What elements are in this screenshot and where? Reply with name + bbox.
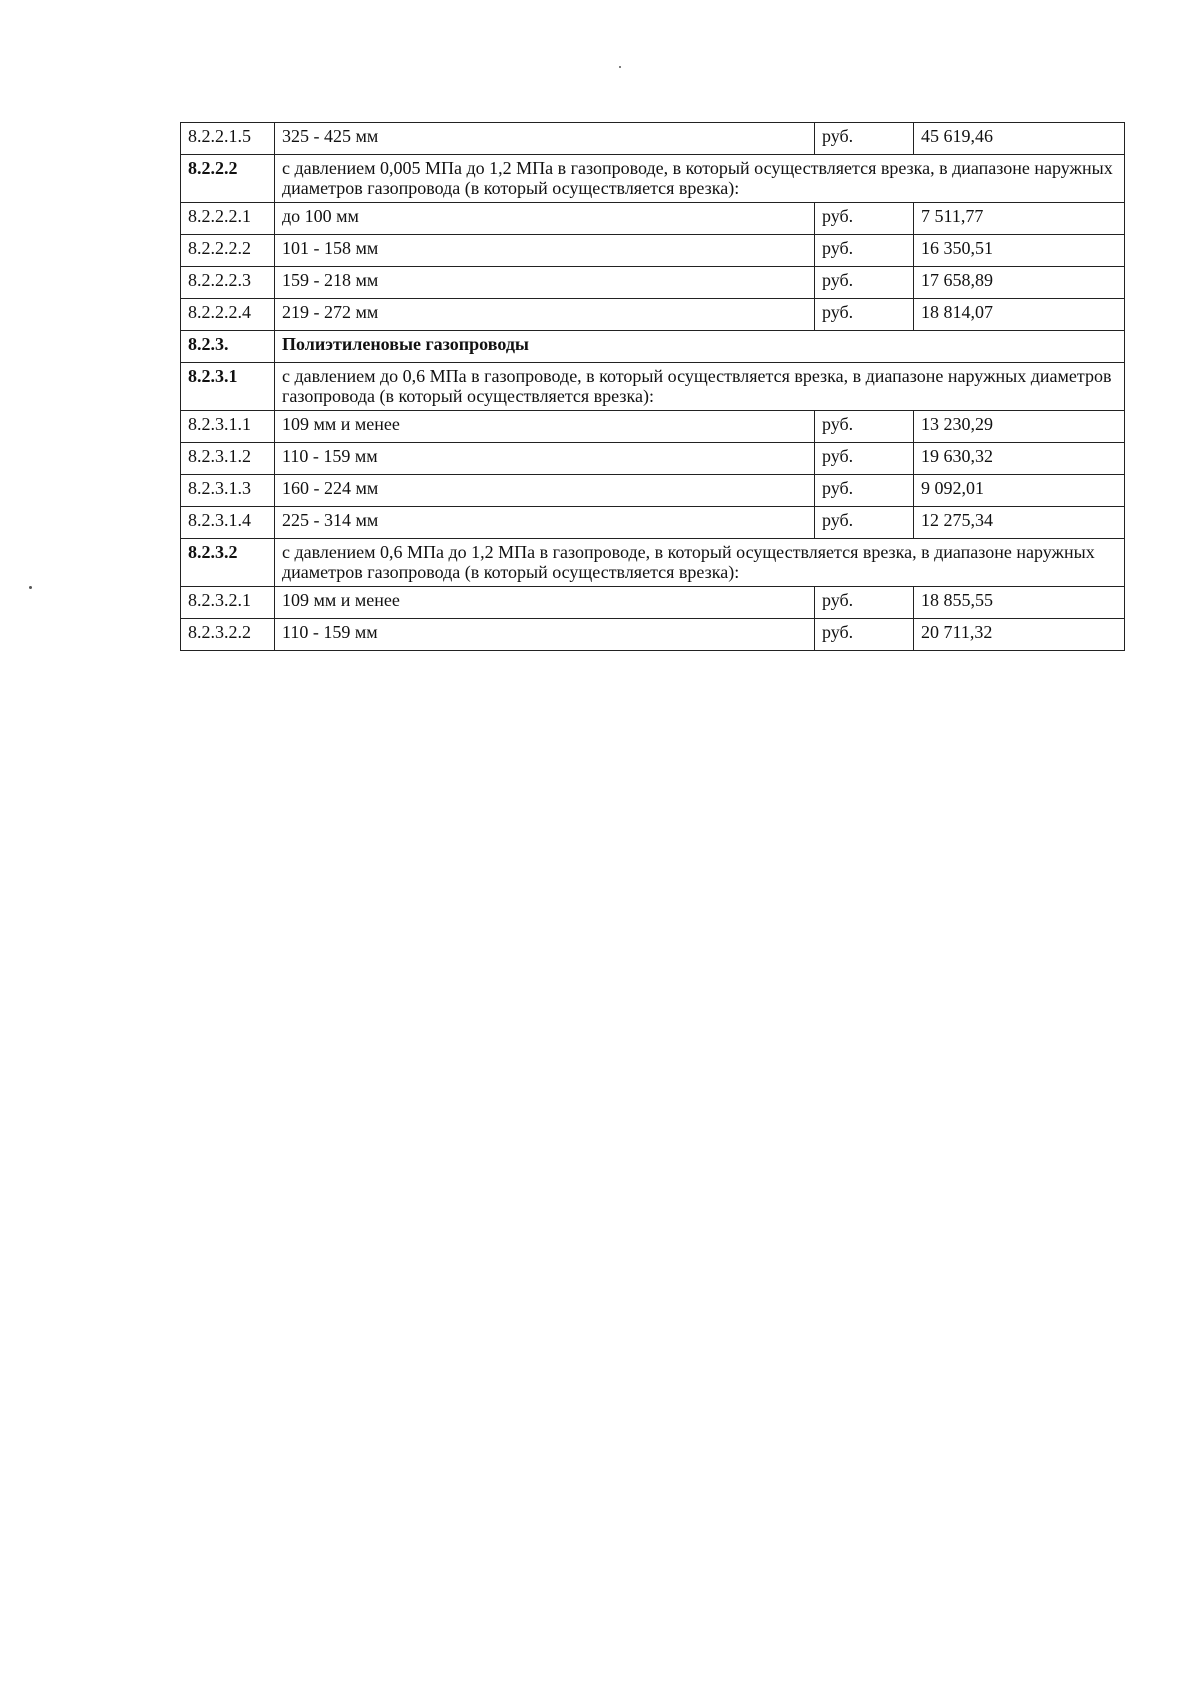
section-code: 8.2.2.2: [181, 155, 275, 203]
table-row-section: [181, 539, 1125, 587]
section-code: 8.2.3.2: [181, 539, 275, 587]
item-price: 18 855,55: [914, 587, 1125, 619]
item-price: 20 711,32: [914, 619, 1125, 651]
item-name: 101 - 158 мм: [275, 235, 815, 267]
item-code: 8.2.3.2.1: [181, 587, 275, 619]
item-code: 8.2.2.2.3: [181, 267, 275, 299]
item-unit: руб.: [815, 267, 914, 299]
item-unit: руб.: [815, 123, 914, 155]
item-unit: руб.: [815, 203, 914, 235]
section-code: 8.2.3.1: [181, 363, 275, 411]
item-name: 160 - 224 мм: [275, 475, 815, 507]
item-unit: руб.: [815, 299, 914, 331]
item-name: 109 мм и менее: [275, 411, 815, 443]
item-code: 8.2.3.1.1: [181, 411, 275, 443]
table-row: [181, 587, 1125, 619]
scan-speck: [29, 586, 32, 589]
item-unit: руб.: [815, 587, 914, 619]
section-description: с давлением 0,005 МПа до 1,2 МПа в газопроводе, в который осуществляется врезка, в диапазоне наружных диаметров газопровода (в который осуществляется врезка):: [275, 155, 1125, 203]
table-row: [181, 267, 1125, 299]
item-unit: руб.: [815, 475, 914, 507]
item-price: 7 511,77: [914, 203, 1125, 235]
item-unit: руб.: [815, 411, 914, 443]
item-name: 225 - 314 мм: [275, 507, 815, 539]
item-price: 19 630,32: [914, 443, 1125, 475]
item-name: до 100 мм: [275, 203, 815, 235]
item-name: 109 мм и менее: [275, 587, 815, 619]
item-name: 110 - 159 мм: [275, 619, 815, 651]
item-price: 16 350,51: [914, 235, 1125, 267]
heading-title: Полиэтиленовые газопроводы: [275, 331, 1125, 363]
item-price: 13 230,29: [914, 411, 1125, 443]
table-row: [181, 475, 1125, 507]
item-name: 325 - 425 мм: [275, 123, 815, 155]
item-code: 8.2.2.2.1: [181, 203, 275, 235]
heading-code: 8.2.3.: [181, 331, 275, 363]
item-unit: руб.: [815, 507, 914, 539]
table-row-section: [181, 155, 1125, 203]
table-row: [181, 123, 1125, 155]
item-price: 12 275,34: [914, 507, 1125, 539]
table-row: [181, 299, 1125, 331]
table-row: [181, 203, 1125, 235]
item-code: 8.2.3.2.2: [181, 619, 275, 651]
item-name: 110 - 159 мм: [275, 443, 815, 475]
table-row-section: [181, 363, 1125, 411]
item-name: 159 - 218 мм: [275, 267, 815, 299]
table-row: [181, 411, 1125, 443]
table-row: [181, 507, 1125, 539]
item-price: 45 619,46: [914, 123, 1125, 155]
item-code: 8.2.3.1.3: [181, 475, 275, 507]
item-code: 8.2.3.1.2: [181, 443, 275, 475]
scan-speck: [619, 66, 621, 68]
table-row: [181, 443, 1125, 475]
tariff-table: [180, 122, 1125, 651]
item-price: 18 814,07: [914, 299, 1125, 331]
item-price: 17 658,89: [914, 267, 1125, 299]
item-code: 8.2.2.2.2: [181, 235, 275, 267]
item-unit: руб.: [815, 443, 914, 475]
item-code: 8.2.3.1.4: [181, 507, 275, 539]
table-row: [181, 619, 1125, 651]
item-unit: руб.: [815, 235, 914, 267]
item-price: 9 092,01: [914, 475, 1125, 507]
item-code: 8.2.2.1.5: [181, 123, 275, 155]
item-code: 8.2.2.2.4: [181, 299, 275, 331]
item-unit: руб.: [815, 619, 914, 651]
section-description: с давлением до 0,6 МПа в газопроводе, в который осуществляется врезка, в диапазоне наружных диаметров газопровода (в который осуществляется врезка):: [275, 363, 1125, 411]
section-description: с давлением 0,6 МПа до 1,2 МПа в газопроводе, в который осуществляется врезка, в диапазоне наружных диаметров газопровода (в который осуществляется врезка):: [275, 539, 1125, 587]
item-name: 219 - 272 мм: [275, 299, 815, 331]
table-row-heading: [181, 331, 1125, 363]
table-row: [181, 235, 1125, 267]
